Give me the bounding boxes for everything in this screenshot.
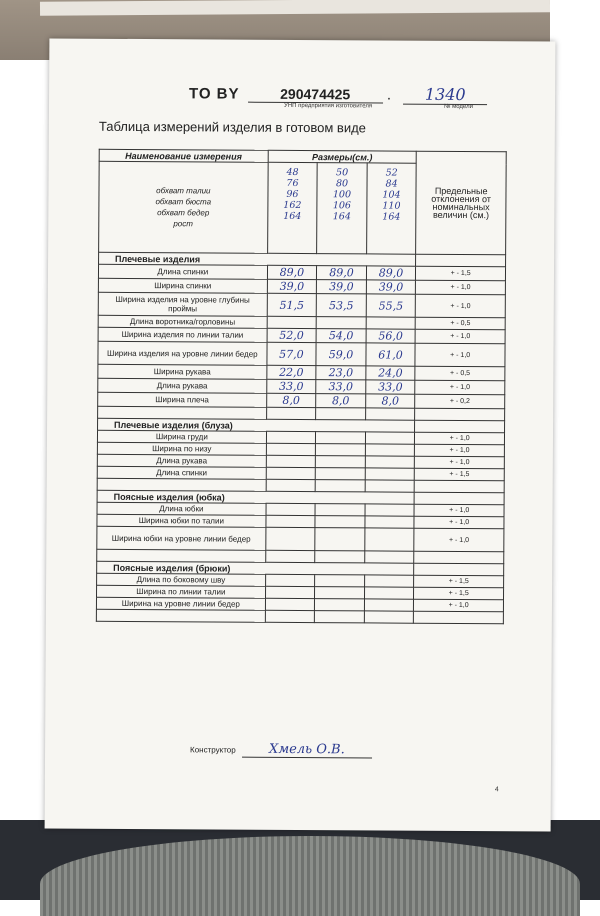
measurement-value xyxy=(267,316,317,328)
size-value: 110 xyxy=(382,200,401,212)
measurement-value xyxy=(315,528,365,551)
measurement-name: Ширина на уровне линии бедер xyxy=(96,597,265,610)
size-value: 162 xyxy=(283,199,302,212)
table-row xyxy=(98,292,505,317)
measurement-value xyxy=(315,516,365,528)
measurement-value xyxy=(315,480,365,492)
measurement-value xyxy=(316,317,366,329)
size-number: 52 xyxy=(385,167,398,179)
section-title: Поясные изделия (юбка) xyxy=(97,490,414,504)
section-blank-cell xyxy=(414,563,504,576)
size-value: 84 xyxy=(385,178,398,190)
measurement-name: Длина рукава xyxy=(97,454,266,467)
measurement-value xyxy=(365,551,415,563)
measurement-value xyxy=(365,504,415,516)
size-column-50 xyxy=(317,163,367,254)
deviation-value: + - 1,0 xyxy=(415,380,505,395)
constructor-signature: Хмель О.В. xyxy=(242,742,372,759)
measurement-value xyxy=(316,432,366,444)
measurement-value xyxy=(316,456,366,468)
measurement-name xyxy=(96,609,265,622)
size-value: 164 xyxy=(332,211,351,223)
measurement-value xyxy=(365,528,415,551)
measurement-value: 22,0 xyxy=(267,365,317,379)
measurement-value xyxy=(315,587,365,599)
measurement-value xyxy=(315,575,365,587)
size-column-48 xyxy=(267,162,317,253)
size-column-52 xyxy=(366,163,416,254)
unp-value: 290474425 xyxy=(248,86,383,104)
model-caption: № модели xyxy=(443,103,473,111)
measurement-value: 56,0 xyxy=(366,329,416,343)
measurement-name: Ширина спинки xyxy=(98,278,267,293)
measurement-name: Ширина изделия на уровне линии бедер xyxy=(98,341,267,365)
measurement-name: Ширина юбки по талии xyxy=(97,514,266,527)
measurement-value: 54,0 xyxy=(316,329,366,343)
measurement-value: 39,0 xyxy=(267,279,317,293)
col-name-header: Наименование измерения xyxy=(99,149,268,162)
measurement-name: Ширина груди xyxy=(97,430,266,443)
right-background xyxy=(550,0,600,900)
measurement-value xyxy=(365,480,415,492)
measurement-value xyxy=(265,586,315,598)
document-header xyxy=(189,83,487,105)
measurement-value xyxy=(365,516,415,528)
measurement-value: 53,5 xyxy=(316,294,366,317)
measurement-value xyxy=(315,551,365,563)
measurement-value: 59,0 xyxy=(316,343,366,366)
section-blank-cell xyxy=(416,254,506,267)
size-name: обхват талии xyxy=(156,186,211,196)
measurement-name xyxy=(97,549,266,562)
measurement-value: 23,0 xyxy=(316,366,366,380)
deviation-value xyxy=(415,408,505,421)
measurement-value xyxy=(265,598,315,610)
measurement-value xyxy=(266,467,316,479)
size-value: 164 xyxy=(382,211,401,223)
measurement-value: 89,0 xyxy=(317,266,367,280)
deviation-value: + - 1,0 xyxy=(414,516,504,529)
size-value: 100 xyxy=(332,189,352,201)
measurement-value: 33,0 xyxy=(316,380,366,394)
col-limits-header: Предельные отклонения от номинальных величин (см.) xyxy=(416,151,506,255)
measurement-value: 33,0 xyxy=(366,380,416,394)
to-by-label: ТО BY xyxy=(189,85,240,103)
size-value: 80 xyxy=(335,178,349,190)
deviation-value: + - 1,0 xyxy=(415,329,505,344)
measurement-value xyxy=(266,455,316,467)
measurement-name: Ширина изделия по линии талии xyxy=(98,327,267,342)
measurement-value xyxy=(315,468,365,480)
measurement-value: 61,0 xyxy=(366,343,416,366)
measurement-value: 8,0 xyxy=(365,394,415,408)
measurement-value: 52,0 xyxy=(267,328,317,342)
measurement-value xyxy=(365,432,415,444)
measurement-value: 39,0 xyxy=(317,280,367,294)
measurement-value xyxy=(315,611,365,623)
document-page xyxy=(45,38,556,831)
section-blank-cell xyxy=(414,492,504,505)
header-separator: . xyxy=(386,86,392,104)
size-number: 50 xyxy=(336,167,349,179)
measurement-value xyxy=(266,515,316,527)
size-name: обхват бюста xyxy=(155,197,212,207)
measurement-value xyxy=(266,407,316,419)
measurement-value: 33,0 xyxy=(266,379,316,393)
deviation-value: + - 1,5 xyxy=(414,575,504,588)
size-value: 106 xyxy=(332,200,352,212)
measurement-name xyxy=(98,406,267,419)
unp-caption: УНП предприятия изготовителя xyxy=(283,102,373,110)
section-blank-cell xyxy=(415,420,505,433)
measurement-name: Ширина плеча xyxy=(98,392,267,407)
measurement-name: Ширина рукава xyxy=(98,364,267,379)
measurement-value xyxy=(266,479,316,491)
measurement-name: Ширина по низу xyxy=(97,442,266,455)
measurement-value xyxy=(265,610,315,622)
page-number: 4 xyxy=(494,786,499,794)
measurement-name: Длина спинки xyxy=(97,466,266,479)
section-title: Поясные изделия (брюки) xyxy=(97,561,414,575)
table-row xyxy=(98,341,505,366)
deviation-value: + - 1,0 xyxy=(416,294,506,318)
measurement-value xyxy=(365,468,415,480)
size-value: 96 xyxy=(286,188,299,200)
measurement-value xyxy=(364,575,414,587)
measurement-value xyxy=(365,444,415,456)
deviation-value: + - 1,0 xyxy=(415,432,505,445)
measurement-table xyxy=(96,149,507,624)
deviation-value: + - 0,5 xyxy=(415,317,505,330)
deviation-value: + - 1,5 xyxy=(416,266,506,281)
measurement-name: Ширина по линии талии xyxy=(97,585,266,598)
measurement-value: 51,5 xyxy=(267,293,317,316)
measurement-value xyxy=(266,503,316,515)
measurement-name xyxy=(97,478,266,491)
deviation-value xyxy=(414,480,504,493)
measurement-value: 24,0 xyxy=(366,366,416,380)
measurement-value: 8,0 xyxy=(316,394,366,408)
table-row xyxy=(97,526,504,551)
measurement-value xyxy=(266,431,316,443)
measurement-value xyxy=(266,443,316,455)
deviation-value: + - 1,0 xyxy=(416,280,506,295)
measurement-value xyxy=(366,317,416,329)
measurement-name: Длина рукава xyxy=(98,378,267,393)
deviation-value: + - 1,0 xyxy=(415,444,505,457)
deviation-value: + - 1,0 xyxy=(414,504,504,517)
section-title: Плечевые изделия (блуза) xyxy=(98,418,415,432)
measurement-value xyxy=(315,599,365,611)
measurement-value: 89,0 xyxy=(366,266,416,280)
deviation-value: + - 1,5 xyxy=(414,587,504,600)
deviation-value: + - 1,0 xyxy=(415,456,505,469)
page-title: Таблица измерений изделия в готовом виде xyxy=(98,118,366,136)
measurement-name: Ширина изделия на уровне глубины проймы xyxy=(98,292,267,316)
table-row xyxy=(96,609,503,623)
constructor-label: Конструктор xyxy=(190,745,236,755)
measurement-value xyxy=(364,611,414,623)
col-sizes-header: Размеры(см.) xyxy=(268,150,417,163)
size-value: 104 xyxy=(382,189,401,201)
deviation-value: + - 1,0 xyxy=(414,528,504,552)
measurement-name: Длина по боковому шву xyxy=(97,573,266,586)
measurement-name: Ширина юбки на уровне линии бедер xyxy=(97,526,266,550)
measurement-name: Длина юбки xyxy=(97,502,266,515)
measurement-value: 57,0 xyxy=(267,342,317,365)
deviation-value: + - 0,5 xyxy=(415,366,505,381)
deviation-value xyxy=(414,611,504,624)
deviation-value: + - 1,0 xyxy=(414,599,504,612)
section-title: Плечевые изделия xyxy=(99,252,416,266)
size-value: 164 xyxy=(283,210,302,223)
size-name: рост xyxy=(173,219,193,229)
measurement-value xyxy=(265,574,315,586)
size-value: 76 xyxy=(286,177,299,189)
deviation-value: + - 1,0 xyxy=(415,343,505,367)
deviation-value xyxy=(414,551,504,564)
measurement-value xyxy=(364,599,414,611)
measurement-value xyxy=(316,408,366,420)
measurement-value xyxy=(265,550,315,562)
size-number: 48 xyxy=(286,166,299,178)
deviation-value: + - 1,5 xyxy=(415,468,505,481)
measurement-name: Длина воротника/горловины xyxy=(98,315,267,328)
measurement-value xyxy=(365,456,415,468)
size-name: обхват бедер xyxy=(157,208,210,218)
measurement-value: 55,5 xyxy=(366,294,416,317)
measurement-value: 89,0 xyxy=(267,265,317,279)
size-names-cell xyxy=(99,161,268,253)
measurement-value: 8,0 xyxy=(266,393,316,407)
measurement-value xyxy=(265,527,315,550)
measurement-value xyxy=(364,587,414,599)
model-number: 1340 xyxy=(403,85,487,106)
measurement-value xyxy=(365,408,415,420)
measurement-value xyxy=(315,504,365,516)
measurement-name: Длина спинки xyxy=(98,264,267,279)
deviation-value: + - 0,2 xyxy=(415,394,505,409)
measurement-value: 39,0 xyxy=(366,280,416,294)
constructor-line xyxy=(190,741,372,758)
measurement-value xyxy=(316,444,366,456)
